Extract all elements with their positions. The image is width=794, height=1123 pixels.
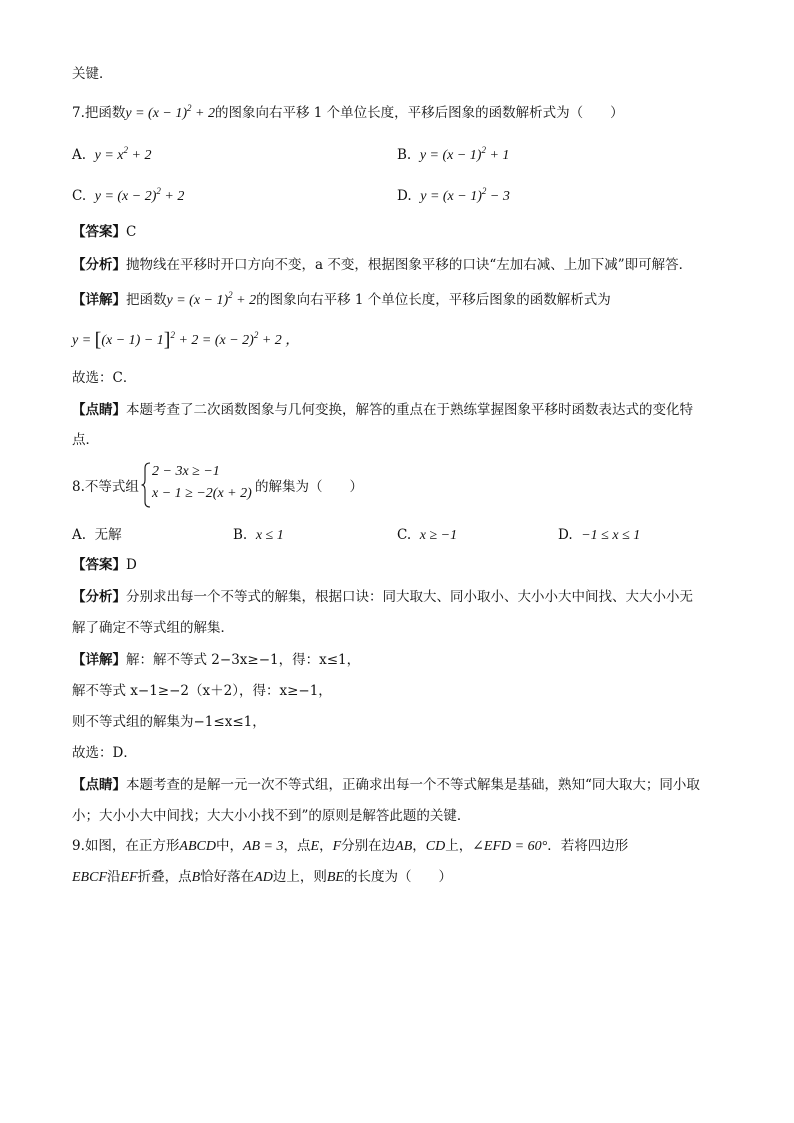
- q8-option-d: D. −1 ≤ x ≤ 1: [558, 527, 641, 543]
- q8-point: 【点睛】本题考查的是解一元一次不等式组，正确求出每一个不等式解集是基础，熟知“同大取大；同小取: [72, 777, 700, 793]
- brace-icon: [141, 462, 151, 508]
- question-9-stem-cont: EBCF沿EF折叠，点B恰好落在AD边上，则BE的长度为（ ）: [72, 869, 452, 885]
- q7-option-b: B. $y = (x - 1)^2 + 1$: [397, 145, 510, 163]
- q8-detail-3: 则不等式组的解集为−1≤x≤1，: [72, 714, 266, 730]
- q8-inequality-2: x − 1 ≥ −2(x + 2): [152, 486, 252, 501]
- continuation-text: 关键．: [72, 66, 113, 82]
- q7-option-c: C. $y = (x - 2)^2 + 2$: [72, 186, 185, 204]
- q7-detail-equation: $y = [(x - 1) - 1]^2 + 2 = (x - 2)^2 + 2$ ，: [72, 329, 300, 351]
- q7-point: 【点睛】本题考查了二次函数图象与几何变换，解答的重点在于熟练掌握图象平移时函数表达式的变化特: [72, 402, 693, 418]
- question-7-stem: [72, 103, 624, 124]
- q8-analysis-cont: 解了确定不等式组的解集．: [72, 620, 234, 636]
- q8-choose: 故选：D．: [72, 745, 137, 761]
- q8-option-a: A. 无解: [72, 527, 122, 543]
- q7-stem-suffix: 的图象向右平移 1 个单位长度，平移后图象的函数解析式为（ ）: [215, 105, 624, 121]
- q7-option-a: A. $y = x^2 + 2$: [72, 145, 152, 163]
- question-8-stem: 8.不等式组 2 − 3x ≥ −1 x − 1 ≥ −2(x + 2) 的解集为（ ）: [72, 462, 392, 508]
- q8-point-cont: 小；大小小大中间找；大大小小找不到”的原则是解答此题的关键．: [72, 808, 471, 824]
- q8-inequality-1: 2 − 3x ≥ −1: [152, 464, 220, 479]
- q8-detail-2: 解不等式 x−1≥−2（x＋2），得：x≥−1，: [72, 683, 332, 699]
- q8-option-c: C. x ≥ −1: [397, 527, 458, 543]
- q7-function: $y = (x - 1)^2 + 2$: [125, 103, 215, 121]
- q7-detail: 【详解】把函数$y = (x - 1)^2 + 2$的图象向右平移 1 个单位长度，平移后图象的函数解析式为: [72, 290, 611, 308]
- q8-detail: 【详解】解：解不等式 2−3x≥−1，得：x≤1，: [72, 652, 361, 668]
- q8-option-b: B. x ≤ 1: [233, 527, 284, 543]
- q7-point-cont: 点．: [72, 432, 99, 448]
- q7-answer: 【答案】C: [72, 224, 137, 240]
- q8-analysis: 【分析】分别求出每一个不等式的解集，根据口诀：同大取大、同小取小、大小小大中间找、大大小小无: [72, 589, 693, 605]
- q7-analysis: 【分析】抛物线在平移时开口方向不变，a 不变，根据图象平移的口诀“左加右减、上加下减”即可解答．: [72, 257, 693, 273]
- q7-option-d: D. $y = (x - 1)^2 - 3$: [397, 186, 510, 204]
- question-9-stem: 9.如图，在正方形ABCD中，AB = 3，点E，F分别在边AB，CD上，∠EFD = 60°．若将四边形: [72, 838, 629, 854]
- q7-stem-prefix: 7.把函数: [72, 105, 126, 121]
- q8-answer: 【答案】D: [72, 557, 137, 573]
- q7-choose: 故选：C．: [72, 370, 137, 386]
